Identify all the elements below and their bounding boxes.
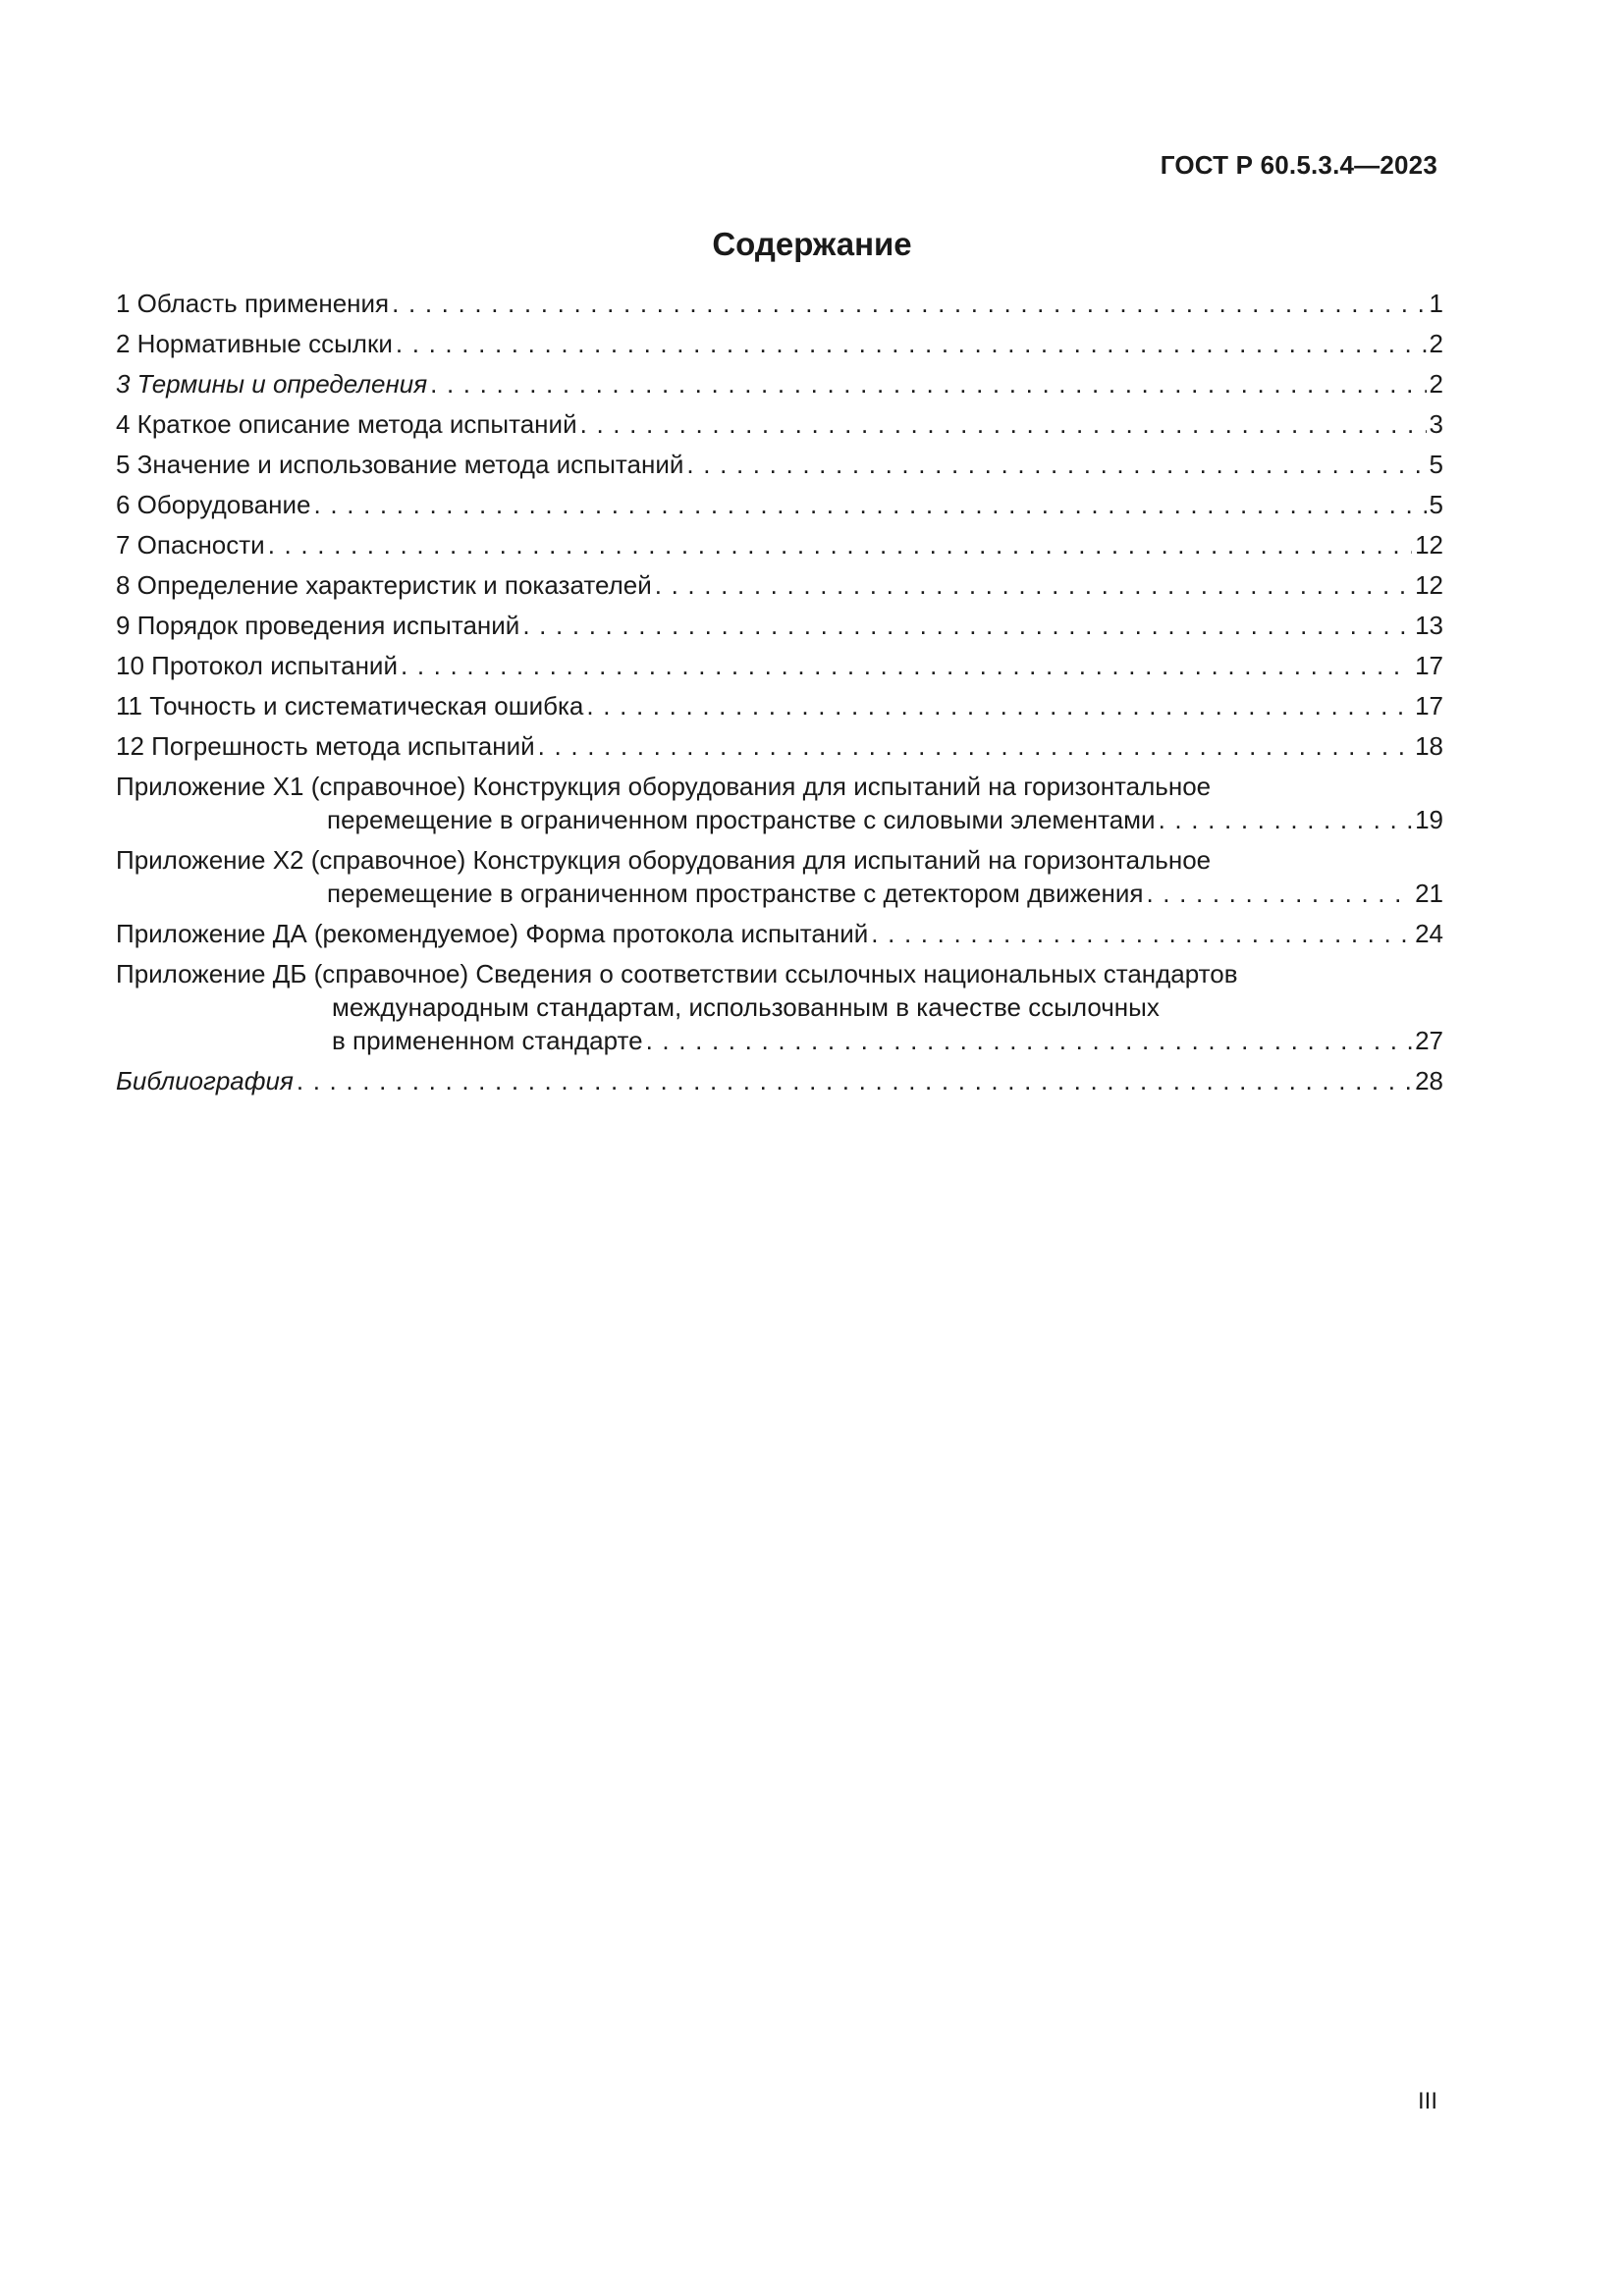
toc-entry-page: 19: [1415, 805, 1443, 834]
toc-entry-1[interactable]: [116, 287, 1443, 320]
dot-leader: [392, 287, 1426, 320]
toc-entry-label-continued: в примененном стандарте: [332, 1026, 643, 1055]
dot-leader: [1146, 877, 1412, 910]
toc-entry-11[interactable]: [116, 689, 1443, 722]
toc-entry-label: 5 Значение и использование метода испытаний: [116, 450, 684, 479]
toc-entry-page: 3: [1429, 409, 1443, 439]
dot-leader: [655, 568, 1412, 602]
dot-leader: [871, 917, 1412, 950]
toc-entry-page: 2: [1429, 329, 1443, 358]
dot-leader: [586, 689, 1412, 722]
toc-entry-label: Приложение ДБ (справочное) Сведения о соответствии ссылочных национальных стандартов: [116, 959, 1238, 988]
dot-leader: [430, 367, 1426, 400]
toc-entry-page: 27: [1415, 1026, 1443, 1055]
toc-entry-page: 1: [1429, 289, 1443, 318]
dot-leader: [396, 327, 1427, 360]
toc-entry-12[interactable]: [116, 729, 1443, 763]
toc-entry-label: Приложение Х2 (справочное) Конструкция оборудования для испытаний на горизонтальное: [116, 845, 1212, 875]
toc-entry-appendix-db[interactable]: [116, 957, 1443, 1057]
page-number: III: [1417, 2088, 1437, 2114]
toc-entry-page: 2: [1429, 369, 1443, 399]
toc-entry-label: 3 Термины и определения: [116, 369, 428, 399]
toc-entry-label-continued: перемещение в ограниченном пространстве с детектором движения: [327, 879, 1144, 908]
toc-entry-label: Приложение ДА (рекомендуемое) Форма протокола испытаний: [116, 919, 869, 948]
toc-entry-label: 9 Порядок проведения испытаний: [116, 611, 520, 640]
toc-entry-page: 5: [1429, 450, 1443, 479]
toc-entry-10[interactable]: [116, 649, 1443, 682]
toc-entry-label: 4 Краткое описание метода испытаний: [116, 409, 577, 439]
toc-entry-5[interactable]: [116, 448, 1443, 481]
toc-entry-label: 12 Погрешность метода испытаний: [116, 731, 535, 761]
dot-leader: [401, 649, 1412, 682]
toc-entry-appendix-x2[interactable]: [116, 843, 1443, 910]
toc-entry-page: 17: [1415, 651, 1443, 680]
toc-entry-bibliography[interactable]: [116, 1064, 1443, 1097]
toc-entry-2[interactable]: [116, 327, 1443, 360]
toc-entry-label-continued: международным стандартам, использованным в качестве ссылочных: [332, 992, 1160, 1022]
table-of-contents: [116, 287, 1443, 1104]
document-code: ГОСТ Р 60.5.3.4—2023: [1160, 150, 1437, 180]
dot-leader: [686, 448, 1426, 481]
toc-entry-8[interactable]: [116, 568, 1443, 602]
dot-leader: [314, 488, 1427, 521]
toc-title: Содержание: [712, 226, 912, 262]
toc-entry-6[interactable]: [116, 488, 1443, 521]
toc-entry-label: 1 Область применения: [116, 289, 390, 318]
dot-leader: [538, 729, 1412, 763]
toc-entry-label-continued: перемещение в ограниченном пространстве с силовыми элементами: [327, 805, 1156, 834]
toc-entry-page: 17: [1415, 691, 1443, 721]
dot-leader: [580, 407, 1427, 441]
toc-entry-page: 18: [1415, 731, 1443, 761]
toc-entry-appendix-da[interactable]: [116, 917, 1443, 950]
dot-leader: [268, 528, 1412, 561]
dot-leader: [522, 609, 1412, 642]
toc-entry-page: 13: [1415, 611, 1443, 640]
toc-entry-label: 8 Определение характеристик и показателей: [116, 570, 652, 600]
toc-entry-label: Приложение Х1 (справочное) Конструкция оборудования для испытаний на горизонтальное: [116, 772, 1212, 801]
toc-entry-page: 12: [1415, 530, 1443, 560]
toc-entry-page: 12: [1415, 570, 1443, 600]
toc-entry-appendix-x1[interactable]: [116, 770, 1443, 836]
toc-entry-9[interactable]: [116, 609, 1443, 642]
dot-leader: [646, 1024, 1413, 1057]
toc-entry-page: 28: [1415, 1066, 1443, 1095]
toc-entry-label: 10 Протокол испытаний: [116, 651, 398, 680]
toc-entry-4[interactable]: [116, 407, 1443, 441]
toc-entry-label: 6 Оборудование: [116, 490, 311, 519]
toc-entry-page: 24: [1415, 919, 1443, 948]
dot-leader: [297, 1064, 1412, 1097]
toc-entry-label: 11 Точность и систематическая ошибка: [116, 691, 584, 721]
toc-entry-page: 21: [1415, 879, 1443, 908]
toc-entry-label: 2 Нормативные ссылки: [116, 329, 393, 358]
dot-leader: [1159, 803, 1413, 836]
toc-entry-7[interactable]: [116, 528, 1443, 561]
toc-entry-label: 7 Опасности: [116, 530, 265, 560]
toc-entry-label: Библиография: [116, 1066, 294, 1095]
toc-entry-3[interactable]: [116, 367, 1443, 400]
toc-entry-page: 5: [1429, 490, 1443, 519]
